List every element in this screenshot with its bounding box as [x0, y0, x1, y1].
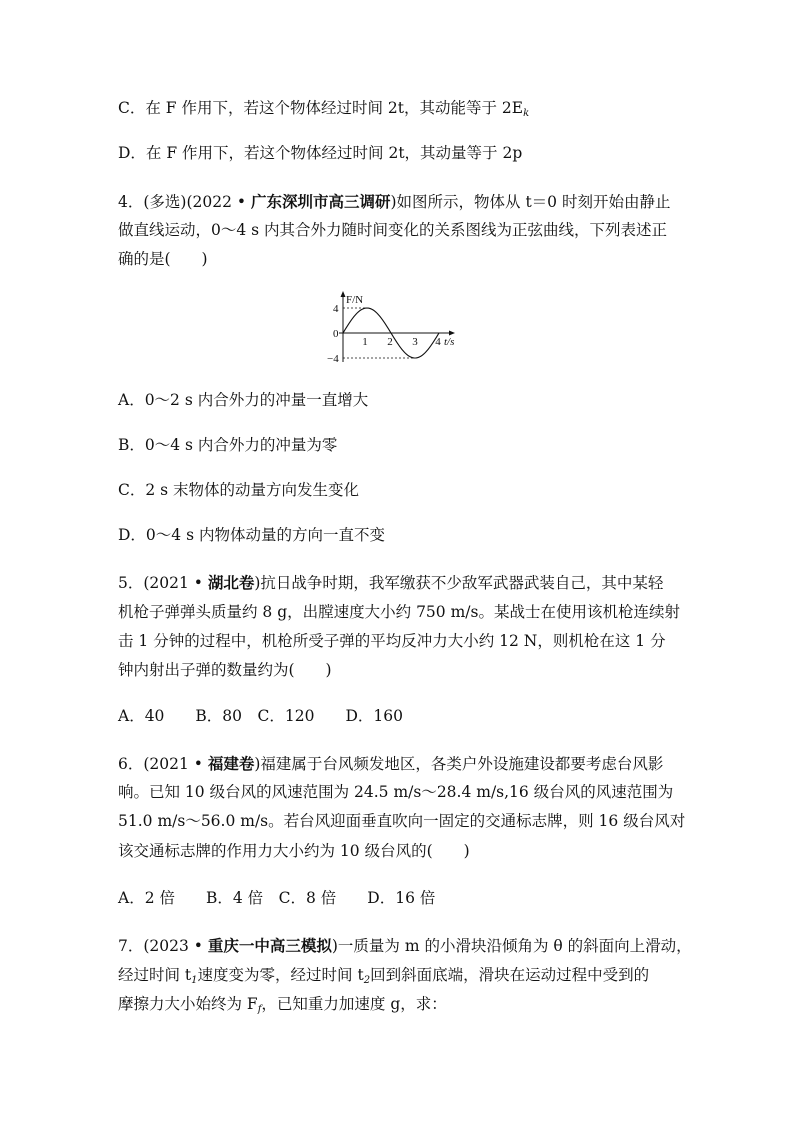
y-axis-label: F/N — [346, 294, 364, 306]
option-4c: C．2 s 末物体的动量方向发生变化 — [118, 481, 360, 499]
question-5-options: A．40 B．80 C．120 D．160 — [118, 707, 403, 725]
y-tick-minus-4: −4 — [327, 353, 339, 365]
question-7-line-2: 经过时间 $t_1$速度变为零，经过时间 $t_2$回到斜面底端，滑块在运动过程中受到的 — [118, 966, 650, 986]
question-6-options: A．2 倍 B．4 倍 C．8 倍 D．16 倍 — [118, 889, 436, 907]
question-5-line-4: 钟内射出子弹的数量约为( ) — [118, 661, 332, 679]
question-6-line-1: 6．(2021 • 福建卷)福建属于台风频发地区，各类户外设施建设都要考虑台风影 — [118, 755, 664, 773]
y-tick-4: 4 — [333, 303, 339, 315]
question-4-line-2: 做直线运动，0～4 s 内其合外力随时间变化的关系图线为正弦曲线，下列表述正 — [118, 221, 668, 239]
x-tick-2: 2 — [387, 336, 393, 348]
question-7-line-1: 7．(2023 • 重庆一中高三模拟)一质量为 m 的小滑块沿倾角为 θ 的斜面向上滑动， — [118, 937, 692, 955]
question-5-line-2: 机枪子弹弹头质量约 8 g，出膛速度大小约 750 m/s。某战士在使用该机枪连续射 — [118, 603, 680, 621]
option-4b: B．0～4 s 内合外力的冲量为零 — [118, 436, 338, 454]
x-axis-label: t/s — [444, 336, 455, 348]
question-4-line-3: 确的是( ) — [118, 250, 208, 268]
x-tick-3: 3 — [412, 336, 418, 348]
option-4a: A．0～2 s 内合外力的冲量一直增大 — [118, 391, 369, 409]
force-time-graph — [327, 290, 460, 365]
y-axis-arrow — [341, 291, 346, 297]
option-4d: D．0～4 s 内物体动量的方向一直不变 — [118, 526, 385, 544]
option-3c: C．在 F 作用下，若这个物体经过时间 2t，其动能等于 $2E_k$ — [118, 99, 530, 119]
x-tick-4: 4 — [435, 336, 441, 348]
x-axis-arrow — [449, 331, 455, 336]
question-6-line-4: 该交通标志牌的作用力大小约为 10 级台风的( ) — [118, 842, 470, 860]
option-3d: D．在 F 作用下，若这个物体经过时间 2t，其动量等于 2p — [118, 144, 523, 162]
question-5-line-3: 击 1 分钟的过程中，机枪所受子弹的平均反冲力大小约 12 N，则机枪在这 1 分 — [118, 632, 666, 650]
question-5-line-1: 5．(2021 • 湖北卷)抗日战争时期，我军缴获不少敌军武器武装自己，其中某轻 — [118, 574, 664, 592]
question-6-line-3: 51.0 m/s～56.0 m/s。若台风迎面垂直吹向一固定的交通标志牌，则 16 级台风对 — [118, 812, 686, 830]
question-6-line-2: 响。已知 10 级台风的风速范围为 24.5 m/s～28.4 m/s,16 级台风的风速范围为 — [118, 783, 674, 801]
x-tick-1: 1 — [362, 336, 368, 348]
question-4-line-1: 4．(多选)(2022 • 广东深圳市高三调研)如图所示，物体从 t＝0 时刻开始由静止 — [118, 193, 671, 211]
question-7-line-3: 摩擦力大小始终为 $F_f$，已知重力加速度 g，求： — [118, 995, 447, 1015]
y-tick-0: 0 — [333, 328, 339, 340]
